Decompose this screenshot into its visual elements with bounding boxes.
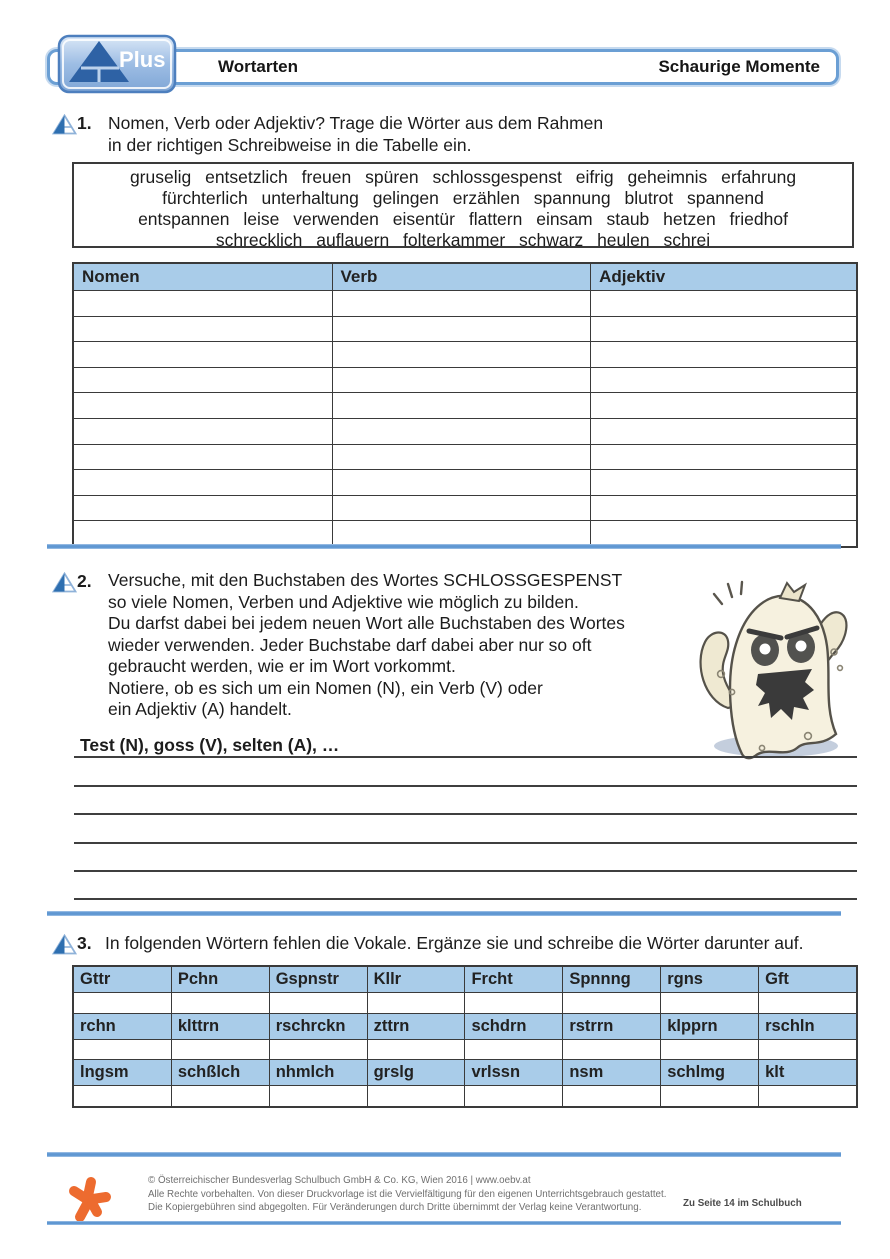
empty-cell [171,993,269,1014]
column-header-verb: Verb [332,263,591,291]
task3-instruction: In folgenden Wörtern fehlen die Vokale. Ergänze sie und schreibe die Wörter darunter auf. [105,933,804,953]
table-row [73,444,857,470]
empty-cell [332,495,591,521]
writing-line [74,872,857,900]
answer-row [73,993,857,1014]
word-box-line: gruselig entsetzlich freuen spüren schlossgespenst eifrig geheimnis erfahrung [129,167,797,187]
table-row [73,495,857,521]
answer-row [73,1039,857,1060]
word-box-line: entspannen leise verwenden eisentür flattern einsam staub hetzen friedhof [138,209,788,229]
copyright-text: © Österreichischer Bundesverlag Schulbuch GmbH & Co. KG, Wien 2016 | www.oebv.at Alle Rechte vorbehalten. Von dieser Druckvorlage ist die Vervielfältigung für den eigenen Unterrichtsgebrauch gestattet. Die Kopiergebühren sind abgegolten. Für Veränderungen durch Dritte übernimmt der Verlag keine Verantwortung. [148,1175,667,1214]
table-header-row [73,263,857,291]
footer-divider [47,1152,841,1157]
empty-cell [591,316,857,342]
task1-pyramid-icon [52,114,77,135]
vowel-word-cell: lngsm [73,1060,171,1086]
task2-number: 2. [77,571,92,591]
empty-cell [269,993,367,1014]
empty-cell [73,418,332,444]
vowel-word-row [73,1013,857,1039]
vowel-word-cell: klt [759,1060,857,1086]
empty-cell [367,1086,465,1107]
empty-cell [465,1039,563,1060]
page-title: Wortarten [218,57,298,76]
task1-instruction: Nomen, Verb oder Adjektiv? Trage die Wörter aus dem Rahmen in der richtigen Schreibweise in die Tabelle ein. [108,113,604,155]
task3-number: 3. [77,933,92,953]
empty-cell [661,1039,759,1060]
empty-cell [563,993,661,1014]
vowel-word-cell: schlmg [661,1060,759,1086]
writing-line [74,844,857,872]
table-row [73,367,857,393]
empty-cell [73,316,332,342]
empty-cell [269,1039,367,1060]
plus-logo-icon [57,34,177,94]
bottom-rule [47,1221,841,1225]
example-answer: Test (N), goss (V), selten (A), … [80,735,340,755]
empty-cell [367,1039,465,1060]
publisher-asterisk-icon [66,1174,114,1224]
empty-cell [332,470,591,496]
task1-number: 1. [77,113,92,133]
chapter-title: Schaurige Momente [658,57,820,76]
page-reference: Zu Seite 14 im Schulbuch [683,1198,802,1209]
vowel-word-cell: schßlch [171,1060,269,1086]
vowel-word-cell: Pchn [171,966,269,993]
empty-cell [591,444,857,470]
empty-cell [332,291,591,317]
table-row [73,316,857,342]
writing-line [74,815,857,843]
empty-cell [73,291,332,317]
empty-cell [73,470,332,496]
empty-cell [591,342,857,368]
vowel-word-cell: rschln [759,1013,857,1039]
vowel-word-cell: schdrn [465,1013,563,1039]
column-header-adjektiv: Adjektiv [591,263,857,291]
empty-cell [661,993,759,1014]
empty-cell [465,1086,563,1107]
vowel-word-row [73,1060,857,1086]
empty-cell [563,1039,661,1060]
task2-pyramid-icon [52,572,77,593]
table-row [73,393,857,419]
vowel-table [72,965,858,1108]
empty-cell [465,993,563,1014]
empty-cell [591,393,857,419]
table-row [73,418,857,444]
empty-cell [563,1086,661,1107]
vowel-word-cell: Gttr [73,966,171,993]
table-row [73,291,857,317]
writing-line [74,787,857,815]
empty-cell [591,367,857,393]
vowel-word-row [73,966,857,993]
vowel-word-cell: Spnnng [563,966,661,993]
empty-cell [332,444,591,470]
empty-cell [332,316,591,342]
empty-cell [171,1086,269,1107]
vowel-word-cell: vrlssn [465,1060,563,1086]
section-divider [47,911,841,916]
writing-lines [74,730,857,900]
writing-line [74,758,857,786]
empty-cell [591,495,857,521]
empty-cell [759,1086,857,1107]
word-box-line: fürchterlich unterhaltung gelingen erzählen spannung blutrot spannend [162,188,764,208]
vowel-word-cell: rgns [661,966,759,993]
vowel-word-cell: grslg [367,1060,465,1086]
empty-cell [73,367,332,393]
column-header-nomen: Nomen [73,263,332,291]
empty-cell [73,993,171,1014]
empty-cell [73,495,332,521]
vowel-word-cell: zttrn [367,1013,465,1039]
empty-cell [591,291,857,317]
empty-cell [332,342,591,368]
word-box-line: schrecklich auflauern folterkammer schwarz heulen schrei [215,230,711,250]
vowel-word-cell: Frcht [465,966,563,993]
task3-pyramid-icon [52,934,77,955]
logo-text: Plus [119,47,166,72]
writing-line [74,730,857,758]
empty-cell [332,367,591,393]
vowel-word-cell: Kllr [367,966,465,993]
vowel-table-body [73,966,857,1107]
empty-cell [332,418,591,444]
empty-cell [73,342,332,368]
vowel-word-cell: rstrrn [563,1013,661,1039]
answer-row [73,1086,857,1107]
vowel-word-cell: klpprn [661,1013,759,1039]
empty-cell [171,1039,269,1060]
empty-cell [73,393,332,419]
empty-cell [591,418,857,444]
vowel-word-cell: Gspnstr [269,966,367,993]
vowel-word-cell: klttrn [171,1013,269,1039]
empty-cell [367,993,465,1014]
vowel-word-cell: Gft [759,966,857,993]
section-divider [47,544,841,549]
task2-instruction: Versuche, mit den Buchstaben des Wortes SCHLOSSGESPENST so viele Nomen, Verben und Adjektive wie möglich zu bilden. Du darfst dabei bei jedem neuen Wort alle Buchstaben des Wortes wieder verwenden. Jeder Buchstabe darf dabei aber nur so oft gebraucht werden, wie er im Wort vorkommt. Notiere, ob es sich um ein Nomen (N), ein Verb (V) oder ein Adjektiv (A) handelt. [108,570,625,719]
empty-cell [332,393,591,419]
wordtype-table [72,262,858,548]
word-box [72,162,854,248]
vowel-word-cell: nsm [563,1060,661,1086]
vowel-word-cell: rchn [73,1013,171,1039]
wordtype-table-body [73,291,857,547]
empty-cell [661,1086,759,1107]
empty-cell [759,993,857,1014]
empty-cell [73,1086,171,1107]
vowel-word-cell: rschrckn [269,1013,367,1039]
table-row [73,342,857,368]
empty-cell [759,1039,857,1060]
vowel-word-cell: nhmlch [269,1060,367,1086]
empty-cell [269,1086,367,1107]
empty-cell [73,444,332,470]
empty-cell [73,1039,171,1060]
table-row [73,470,857,496]
empty-cell [591,470,857,496]
